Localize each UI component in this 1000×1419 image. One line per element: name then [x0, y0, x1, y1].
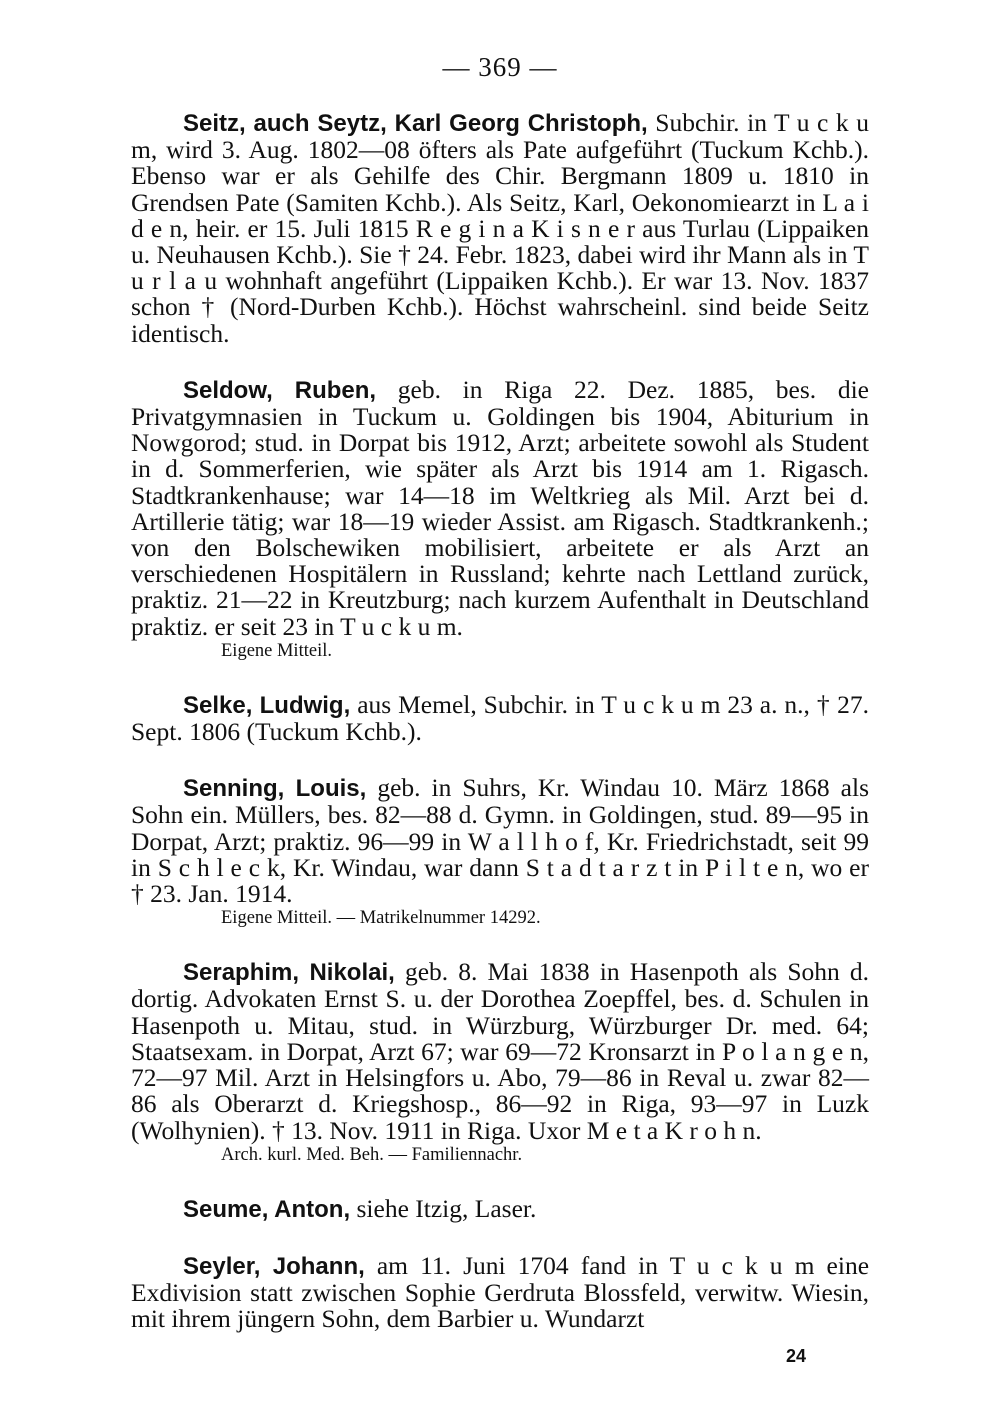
- entry-name: Seldow, Ruben,: [183, 376, 377, 404]
- entry-text: geb. in Suhrs, Kr. Windau 10. März 1868 als Sohn ein. Müllers, bes. 82—88 d. Gymn. in Goldingen, stud. 89—95 in Dorpat, Arzt; praktiz. 96—99 in W a l l h o f, Kr. Friedrichstadt, seit 99 in S c h l e c k, Kr. Windau, war dann S t a d t a r z t in P i l t e n, wo er † 23. Jan. 1914.: [131, 773, 869, 909]
- page-number: — 369 —: [442, 52, 558, 82]
- entry-seitz: [131, 110, 869, 347]
- entry-name: Seume, Anton,: [183, 1195, 351, 1223]
- entry-source: Arch. kurl. Med. Beh. — Familiennachr.: [221, 1144, 523, 1165]
- entry-name: Seitz, auch Seytz, Karl Georg Christoph,: [183, 110, 648, 137]
- text-column: [131, 110, 869, 1363]
- entry-senning: [131, 775, 869, 907]
- entry-block-seraphim: [131, 959, 869, 1165]
- entry-text: am 11. Juni 1704 fand in T u c k u m eine Exdivision statt zwischen Sophie Gerdruta Blossfeld, verwitw. Wiesin, mit ihrem jüngern Sohn, dem Barbier u. Wundarzt: [131, 1250, 870, 1334]
- entry-text: geb. in Riga 22. Dez. 1885, bes. die Privatgymnasien in Tuckum u. Goldingen bis 1904, Abiturium in Nowgorod; stud. in Dorpat bis 1912, Arzt; arbeitete sowohl als Student in d. Sommerferien, wie später als Arzt bis 1914 am 1. Rigasch. Stadtkrankenhause; war 14—18 im Weltkrieg als Mil. Arzt bei d. Artillerie tätig; war 18—19 wieder Assist. am Rigasch. Stadtkrankenh.; von den Bolschewiken mobilisiert, arbeitete er als Arzt an verschiedenen Hospitälern in Russland; kehrte nach Lettland zurück, praktiz. 21—22 in Kreutzburg; nach kurzem Aufenthalt in Deutschland praktiz. er seit 23 in T u c k u m.: [131, 374, 869, 641]
- entry-text: geb. 8. Mai 1838 in Hasenpoth als Sohn d. dortig. Advokaten Ernst S. u. der Dorothea Zoepffel, bes. d. Schulen in Hasenpoth u. Mitau, stud. in Würzburg, Würzburger Dr. med. 64; Staatsexam. in Dorpat, Arzt 67; war 69—72 Kronsarzt in P o l a n g e n, 72—97 Mil. Arzt in Helsingfors u. Abo, 79—86 in Reval u. zwar 82—86 als Oberarzt d. Kriegshosp., 86—92 in Riga, 93—97 in Luzk (Wolhynien). † 13. Nov. 1911 in Riga. Uxor M e t a K r o h n.: [131, 957, 869, 1145]
- entry-selke: [131, 689, 869, 747]
- printer-signature: 24: [786, 1346, 807, 1366]
- entry-block-senning: [131, 775, 869, 929]
- entry-name: Selke, Ludwig,: [183, 691, 351, 719]
- entry-seraphim: [131, 959, 869, 1143]
- entry-text: siehe Itzig, Laser.: [356, 1193, 537, 1223]
- entry-seume: [131, 1193, 869, 1223]
- entry-name: Seraphim, Nikolai,: [183, 959, 395, 987]
- entry-source: Eigene Mitteil. — Matrikelnummer 14292.: [221, 908, 541, 929]
- entry-text: aus Memel, Subchir. in T u c k u m 23 a. n., † 27. Sept. 1806 (Tuckum Kchb.).: [131, 689, 869, 747]
- entry-block-seldow: [131, 374, 869, 662]
- entry-text: Subchir. in T u c k u m, wird 3. Aug. 1802—08 öfters als Pate aufgeführt (Tuckum Kchb.). Ebenso war er als Gehilfe des Chir. Bergmann 1809 u. 1810 in Grendsen Pate (Samiten Kchb.). Als Seitz, Karl, Oekonomiearzt in L a i d e n, heir. er 15. Juli 1815 R e g i n a K i s n e r aus Turlau (Lippaiken u. Neuhausen Kchb.). Sie † 24. Febr. 1823, dabei wird ihr Mann als in T u r l a u wohnhaft angeführt (Lippaiken Kchb.). Er war 13. Nov. 1837 schon † (Nord-Durben Kchb.). Höchst wahrscheinl. sind beide Seitz identisch.: [131, 108, 869, 348]
- entry-name: Seyler, Johann,: [183, 1252, 365, 1280]
- entry-source: Eigene Mitteil.: [221, 640, 332, 661]
- entry-seyler: [131, 1250, 870, 1334]
- entry-seldow: [131, 374, 869, 641]
- entry-name: Senning, Louis,: [183, 775, 367, 803]
